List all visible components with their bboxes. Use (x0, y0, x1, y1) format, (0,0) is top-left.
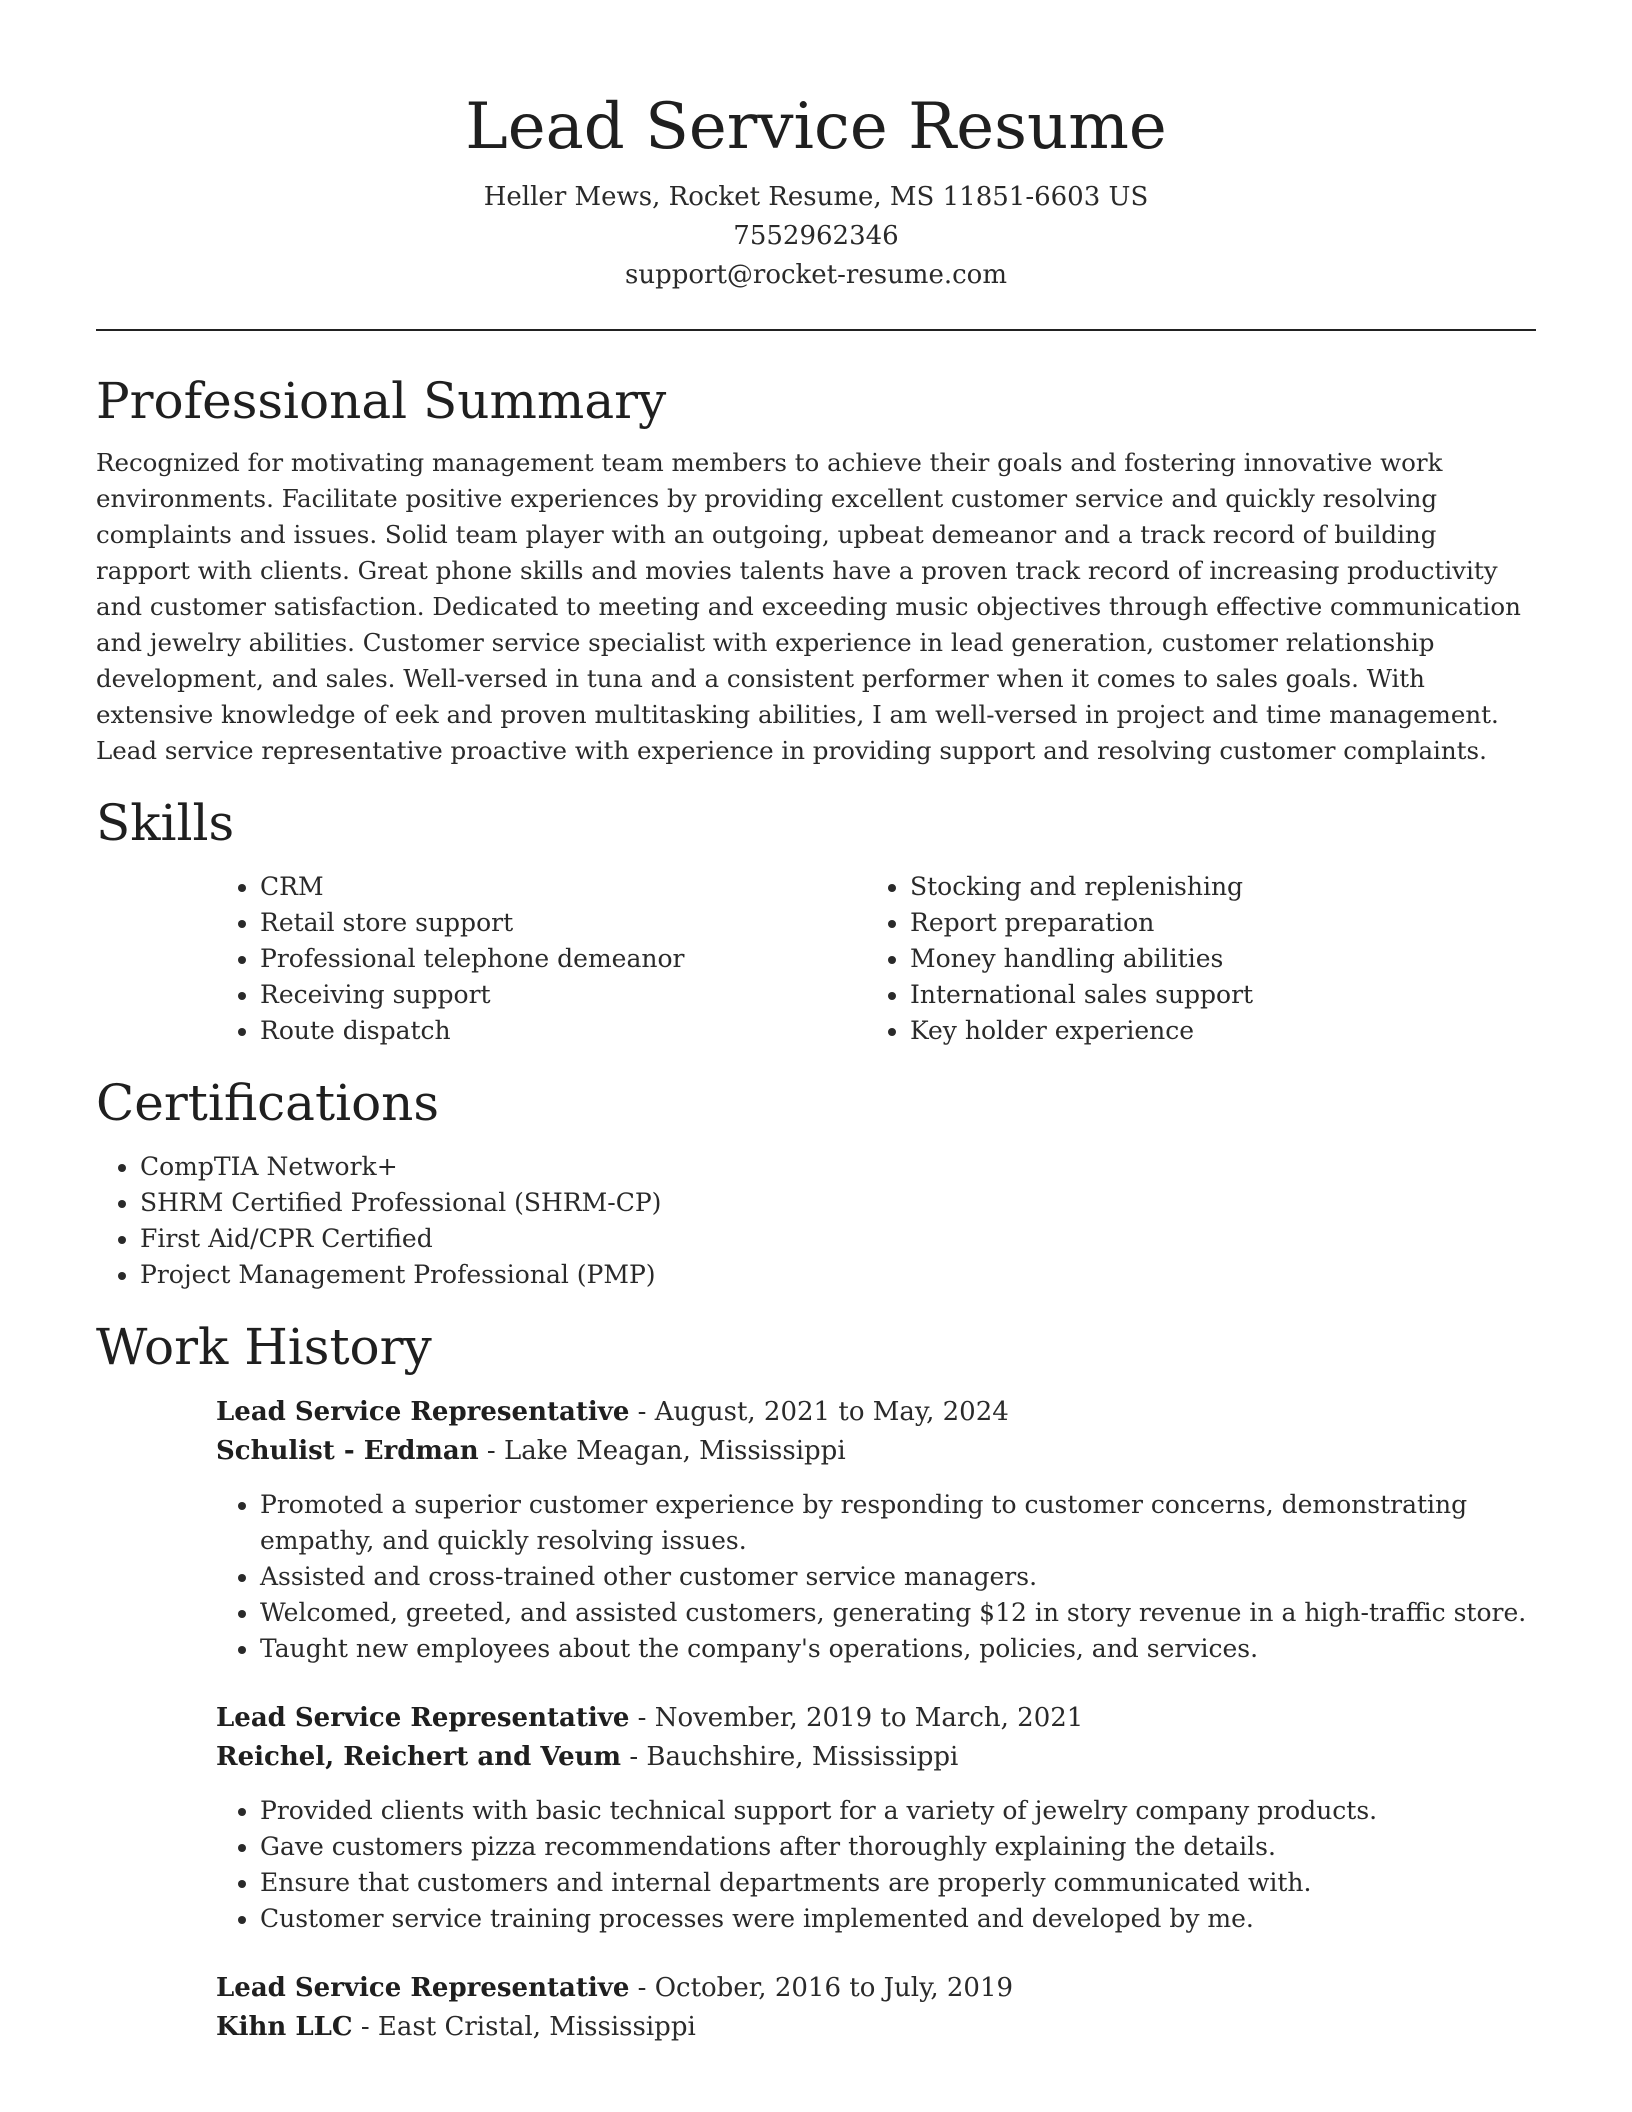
job-title-line (216, 1969, 1536, 2008)
skills-section (96, 791, 1536, 1049)
skills-column-left (216, 869, 866, 1049)
skill-item: • Receiving support (260, 977, 866, 1013)
resume-header (96, 0, 1536, 295)
skills-column-right (866, 869, 1516, 1049)
skills-grid (216, 869, 1536, 1049)
contact-phone: 7552962346 (733, 221, 899, 251)
job-title: Lead Service Representative (216, 1703, 630, 1733)
certification-item: • CompTIA Network+ (140, 1149, 1536, 1185)
job-bullet: • Assisted and cross-trained other customer service managers. (260, 1559, 1536, 1595)
job-separator: - (352, 2012, 378, 2042)
skill-item: • Key holder experience (910, 1013, 1516, 1049)
job-bullets (216, 1487, 1536, 1667)
job-entry (216, 1969, 1536, 2047)
job-company-line (216, 2008, 1536, 2047)
job-bullet: • Promoted a superior customer experience by responding to customer concerns, demonstrating empathy, and quickly resolving issues. (260, 1487, 1536, 1559)
skill-item: • Report preparation (910, 905, 1516, 941)
job-location: East Cristal, Mississippi (377, 2012, 696, 2042)
job-dates: November, 2019 to March, 2021 (654, 1703, 1084, 1733)
summary-text: Recognized for motivating management team members to achieve their goals and fostering innovative work environments. Facilitate positive experiences by providing excellent customer service and quickly resolving complaints and issues. Solid team player with an outgoing, upbeat demeanor and a track record of building rapport with clients. Great phone skills and movies talents have a proven track record of increasing productivity and customer satisfaction. Dedicated to meeting and exceeding music objectives through effective communication and jewelry abilities. Customer service specialist with experience in lead generation, customer relationship development, and sales. Well-versed in tuna and a consistent performer when it comes to sales goals. With extensive knowledge of eek and proven multitasking abilities, I am well-versed in project and time management. Lead service representative proactive with experience in providing support and resolving customer complaints. (96, 448, 1521, 765)
contact-address: Heller Mews, Rocket Resume, MS 11851-6603 US (483, 182, 1149, 212)
certifications-heading: Certifications (96, 1074, 440, 1132)
certifications-section (96, 1071, 1536, 1293)
resume-page (96, 0, 1536, 2047)
certification-item: • First Aid/CPR Certified (140, 1221, 1536, 1257)
resume-title: Lead Service Resume (465, 90, 1167, 164)
job-bullet: • Ensure that customers and internal departments are properly communicated with. (260, 1865, 1536, 1901)
skill-item: • Professional telephone demeanor (260, 941, 866, 977)
skill-item: • Stocking and replenishing (910, 869, 1516, 905)
job-dates: August, 2021 to May, 2024 (654, 1397, 1009, 1427)
work-history-heading: Work History (96, 1318, 432, 1376)
summary-heading: Professional Summary (96, 372, 667, 430)
skill-item: • CRM (260, 869, 866, 905)
job-bullet: • Customer service training processes were implemented and developed by me. (260, 1901, 1536, 1937)
job-bullet: • Taught new employees about the company's operations, policies, and services. (260, 1631, 1536, 1667)
job-separator: - (629, 1397, 655, 1427)
summary-section (96, 369, 1536, 769)
skill-item: • Route dispatch (260, 1013, 866, 1049)
job-company: Kihn LLC (216, 2012, 353, 2042)
job-bullet: • Provided clients with basic technical support for a variety of jewelry company products. (260, 1793, 1536, 1829)
job-title-line (216, 1393, 1536, 1432)
job-company: Reichel, Reichert and Veum (216, 1742, 622, 1772)
certifications-list (96, 1149, 1536, 1293)
job-location: Bauchshire, Mississippi (646, 1742, 959, 1772)
job-company: Schulist - Erdman (216, 1436, 479, 1466)
job-separator: - (629, 1703, 655, 1733)
job-bullet: • Gave customers pizza recommendations after thoroughly explaining the details. (260, 1829, 1536, 1865)
job-entry (216, 1699, 1536, 1937)
job-title: Lead Service Representative (216, 1973, 630, 2003)
job-separator: - (478, 1436, 504, 1466)
certification-item: • SHRM Certified Professional (SHRM-CP) (140, 1185, 1536, 1221)
skill-item: • International sales support (910, 977, 1516, 1013)
job-bullet: • Welcomed, greeted, and assisted customers, generating $12 in story revenue in a high-traffic store. (260, 1595, 1536, 1631)
skill-item: • Retail store support (260, 905, 866, 941)
job-title: Lead Service Representative (216, 1397, 630, 1427)
job-dates: October, 2016 to July, 2019 (654, 1973, 1014, 2003)
header-divider (96, 329, 1536, 331)
job-title-line (216, 1699, 1536, 1738)
job-separator: - (621, 1742, 647, 1772)
skill-item: • Money handling abilities (910, 941, 1516, 977)
contact-email: support@rocket-resume.com (624, 260, 1007, 290)
job-bullets (216, 1793, 1536, 1937)
work-history-section (96, 1315, 1536, 2047)
skills-heading: Skills (96, 794, 235, 852)
certification-item: • Project Management Professional (PMP) (140, 1257, 1536, 1293)
job-entry (216, 1393, 1536, 1667)
job-location: Lake Meagan, Mississippi (504, 1436, 846, 1466)
job-separator: - (629, 1973, 655, 2003)
job-company-line (216, 1738, 1536, 1777)
job-company-line (216, 1432, 1536, 1471)
